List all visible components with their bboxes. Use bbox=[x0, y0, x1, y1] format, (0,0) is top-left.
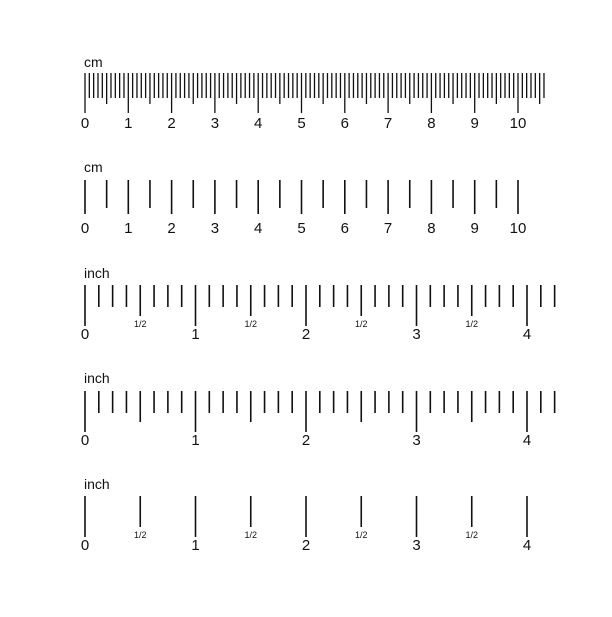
unit-label: inch bbox=[84, 370, 110, 386]
major-label: 0 bbox=[80, 220, 90, 237]
major-label: 6 bbox=[340, 115, 349, 132]
major-label: 2 bbox=[301, 326, 311, 343]
ruler-cm-mm bbox=[81, 54, 544, 132]
major-label: 3 bbox=[412, 432, 421, 449]
major-label: 10 bbox=[509, 115, 527, 132]
major-label: 1 bbox=[191, 326, 200, 343]
major-label: 2 bbox=[167, 115, 176, 132]
major-label: 10 bbox=[509, 220, 527, 237]
ruler-cm-half bbox=[81, 159, 527, 237]
major-label: 5 bbox=[297, 115, 306, 132]
major-label: 9 bbox=[470, 220, 479, 237]
major-label: 0 bbox=[80, 537, 90, 554]
unit-label: inch bbox=[84, 265, 110, 281]
major-label: 2 bbox=[301, 432, 311, 449]
major-label: 4 bbox=[254, 115, 263, 132]
half-label: 1/2 bbox=[133, 530, 147, 540]
major-label: 2 bbox=[167, 220, 176, 237]
major-label: 1 bbox=[191, 537, 200, 554]
major-label: 0 bbox=[80, 115, 90, 132]
major-label: 4 bbox=[522, 326, 532, 343]
major-label: 8 bbox=[427, 220, 436, 237]
major-label: 4 bbox=[522, 537, 532, 554]
major-label: 1 bbox=[124, 220, 133, 237]
unit-label: inch bbox=[84, 476, 110, 492]
major-label: 7 bbox=[383, 220, 393, 237]
major-label: 8 bbox=[427, 115, 436, 132]
ruler-inch-eighths bbox=[81, 265, 555, 343]
major-label: 0 bbox=[80, 432, 90, 449]
major-label: 4 bbox=[522, 432, 532, 449]
major-label: 4 bbox=[254, 220, 263, 237]
major-label: 5 bbox=[297, 220, 306, 237]
half-label: 1/2 bbox=[465, 530, 479, 540]
half-label: 1/2 bbox=[244, 319, 258, 329]
major-label: 9 bbox=[470, 115, 479, 132]
major-label: 3 bbox=[412, 537, 421, 554]
major-label: 0 bbox=[80, 326, 90, 343]
ruler-inch-halves bbox=[81, 476, 531, 554]
half-label: 1/2 bbox=[354, 319, 368, 329]
unit-label: cm bbox=[84, 54, 103, 70]
half-label: 1/2 bbox=[244, 530, 258, 540]
major-label: 2 bbox=[301, 537, 311, 554]
ruler-inch-eighths-plain bbox=[81, 370, 555, 449]
major-label: 3 bbox=[210, 115, 220, 132]
half-label: 1/2 bbox=[354, 530, 368, 540]
major-label: 3 bbox=[412, 326, 421, 343]
major-label: 1 bbox=[124, 115, 133, 132]
unit-label: cm bbox=[84, 159, 103, 175]
major-label: 7 bbox=[383, 115, 393, 132]
major-label: 1 bbox=[191, 432, 200, 449]
half-label: 1/2 bbox=[133, 319, 147, 329]
major-label: 6 bbox=[340, 220, 349, 237]
half-label: 1/2 bbox=[465, 319, 479, 329]
major-label: 3 bbox=[210, 220, 220, 237]
